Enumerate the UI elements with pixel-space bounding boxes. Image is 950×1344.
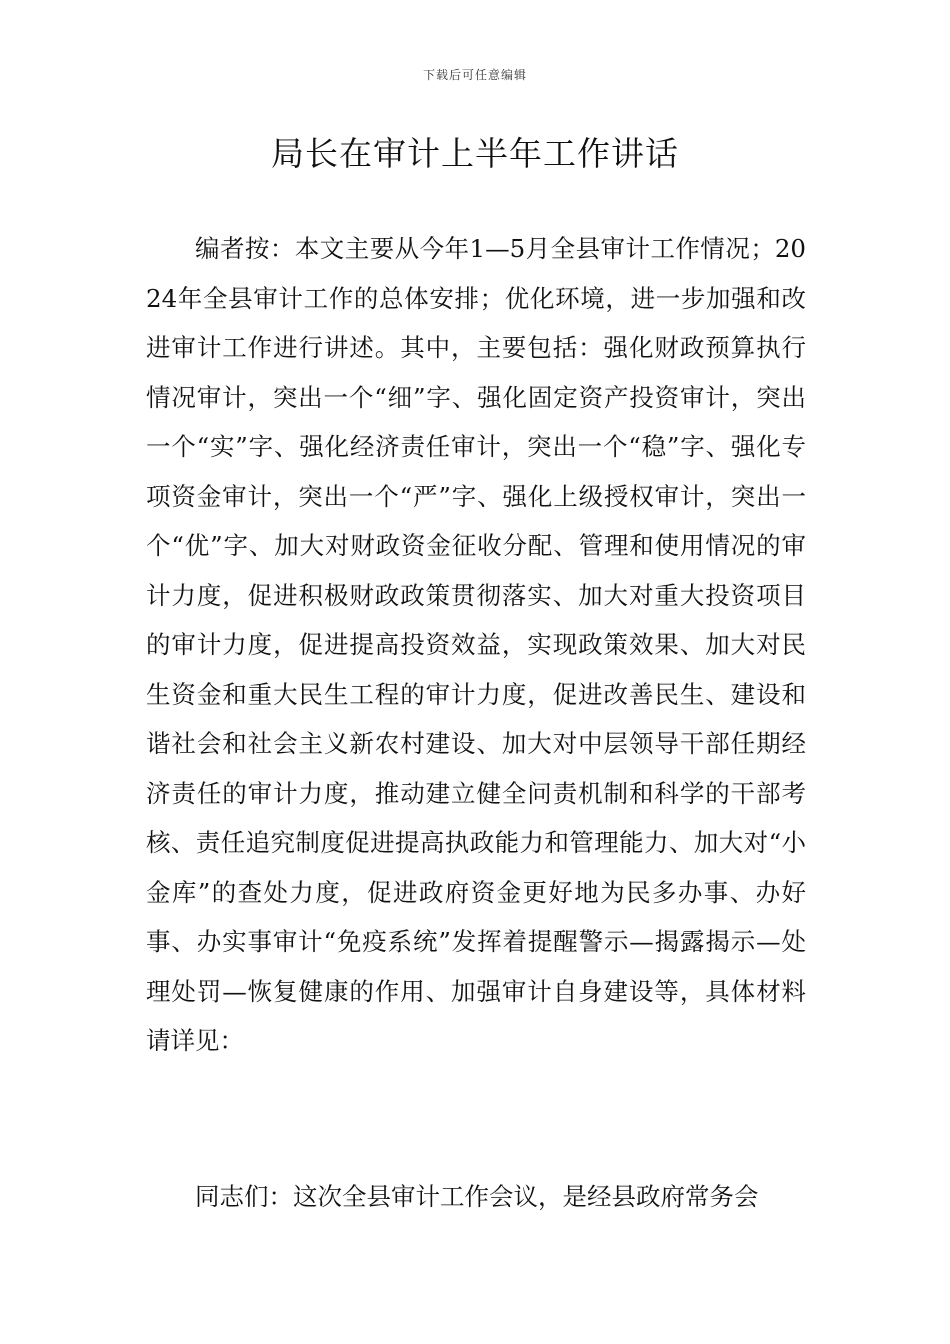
- editor-note-paragraph: 编者按：本文主要从今年1—5月全县审计工作情况；2024年全县审计工作的总体安排；优化环境，进一步加强和改进审计工作进行讲述。其中，主要包括：强化财政预算执行情况审计，突出一个“细”字、强化固定资产投资审计，突出一个“实”字、强化经济责任审计，突出一个“稳”字、强化专项资金审计，突出一个“严”字、强化上级授权审计，突出一个“优”字、加大对财政资金征收分配、管理和使用情况的审计力度，促进积极财政政策贯彻落实、加大对重大投资项目的审计力度，促进提高投资效益，实现政策效果、加大对民生资金和重大民生工程的审计力度，促进改善民生、建设和谐社会和社会主义新农村建设、加大对中层领导干部任期经济责任的审计力度，推动建立健全问责机制和科学的干部考核、责任追究制度促进提高执政能力和管理能力、加大对“小金库”的查处力度，促进政府资金更好地为民多办事、办好事、办实事审计“免疫系统”发挥着提醒警示—揭露揭示—处理处罚—恢复健康的作用、加强审计自身建设等，具体材料请详见：: [146, 234, 806, 1055]
- document-title: 局长在审计上半年工作讲话: [271, 134, 679, 173]
- page-header-note: 下载后可任意编辑: [422, 68, 527, 82]
- speech-opening-paragraph: 同志们：这次全县审计工作会议，是经县政府常务会: [195, 1182, 759, 1211]
